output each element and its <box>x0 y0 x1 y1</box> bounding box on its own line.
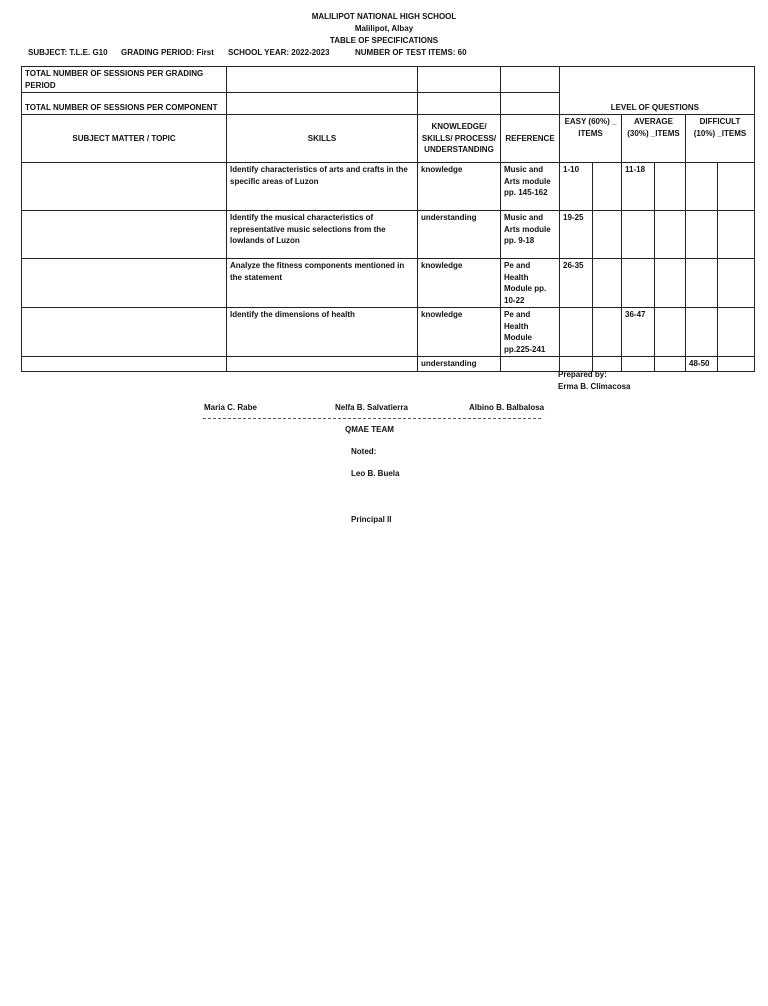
skill-cell: Identify characteristics of arts and crafts in the specific areas of Luzon <box>227 163 418 211</box>
subject-label: SUBJECT: T.L.E. G10 <box>28 48 108 57</box>
ksp-cell: understanding <box>418 357 501 372</box>
col-average-header: AVERAGE (30%) _ITEMS <box>622 115 686 163</box>
col-skills-header: SKILLS <box>227 115 418 163</box>
noted-title: Principal II <box>351 515 392 524</box>
document-title: TABLE OF SPECIFICATIONS <box>329 36 439 45</box>
easy-cell: 1-10 <box>560 163 593 211</box>
signature-line <box>203 418 541 419</box>
average-cell <box>622 211 655 259</box>
table-row <box>22 163 755 211</box>
school-name: MALILIPOT NATIONAL HIGH SCHOOL <box>311 12 457 21</box>
easy-cell: 26-35 <box>560 259 593 308</box>
prepared-by-name: Erma B. Climacosa <box>558 382 631 391</box>
ksp-cell: knowledge <box>418 163 501 211</box>
ksp-cell: knowledge <box>418 259 501 308</box>
col-reference-header: REFERENCE <box>501 115 560 163</box>
col-subject-header: SUBJECT MATTER / TOPIC <box>22 115 227 163</box>
ksp-cell: knowledge <box>418 308 501 357</box>
average-cell <box>622 259 655 308</box>
difficult-cell <box>686 259 718 308</box>
sessions-component-value <box>227 93 418 115</box>
school-location: Malilipot, Albay <box>354 24 414 33</box>
level-of-questions-header: LEVEL OF QUESTIONS <box>560 67 755 115</box>
col-difficult-header: DIFFICULT (10%) _ITEMS <box>686 115 755 163</box>
skill-cell: Identify the dimensions of health <box>227 308 418 357</box>
easy-cell: 19-25 <box>560 211 593 259</box>
reference-cell: Pe and Health Module pp. 10-22 <box>501 259 560 308</box>
test-items-label: NUMBER OF TEST ITEMS: 60 <box>355 48 467 57</box>
grading-period-label: GRADING PERIOD: First <box>121 48 214 57</box>
col-ksp-header: KNOWLEDGE/ SKILLS/ PROCESS/ UNDERSTANDING <box>418 115 501 163</box>
noted-label: Noted: <box>351 447 377 456</box>
skill-cell: Analyze the fitness components mentioned in the statement <box>227 259 418 308</box>
table-row <box>22 259 755 308</box>
table-row <box>22 357 755 372</box>
sessions-component-label: TOTAL NUMBER OF SESSIONS PER COMPONENT <box>22 93 227 115</box>
table-row <box>22 211 755 259</box>
difficult-cell <box>686 211 718 259</box>
table-row <box>22 308 755 357</box>
reference-cell: Music and Arts module pp. 9-18 <box>501 211 560 259</box>
skill-cell: Identify the musical characteristics of representative music selections from the lowlands of Luzon <box>227 211 418 259</box>
ksp-cell: understanding <box>418 211 501 259</box>
reference-cell: Music and Arts module pp. 145-162 <box>501 163 560 211</box>
team-label: QMAE TEAM <box>345 425 394 434</box>
difficult-cell <box>686 163 718 211</box>
difficult-cell: 48-50 <box>686 357 718 372</box>
col-easy-header: EASY (60%) _ ITEMS <box>560 115 622 163</box>
school-year-label: SCHOOL YEAR: 2022-2023 <box>228 48 330 57</box>
easy-cell <box>560 308 593 357</box>
reference-cell: Pe and Health Module pp.225-241 <box>501 308 560 357</box>
average-cell: 36-47 <box>622 308 655 357</box>
team-member-1: Maria C. Rabe <box>204 403 257 412</box>
average-cell: 11-18 <box>622 163 655 211</box>
noted-name: Leo B. Buela <box>351 469 400 478</box>
specifications-table <box>21 66 755 372</box>
difficult-cell <box>686 308 718 357</box>
sessions-grading-value <box>227 67 418 93</box>
prepared-by-label: Prepared by: <box>558 370 607 379</box>
sessions-grading-label: TOTAL NUMBER OF SESSIONS PER GRADING PERIOD <box>22 67 227 93</box>
team-member-3: Albino B. Balbalosa <box>469 403 545 412</box>
team-member-2: Nelfa B. Salvatierra <box>335 403 408 412</box>
